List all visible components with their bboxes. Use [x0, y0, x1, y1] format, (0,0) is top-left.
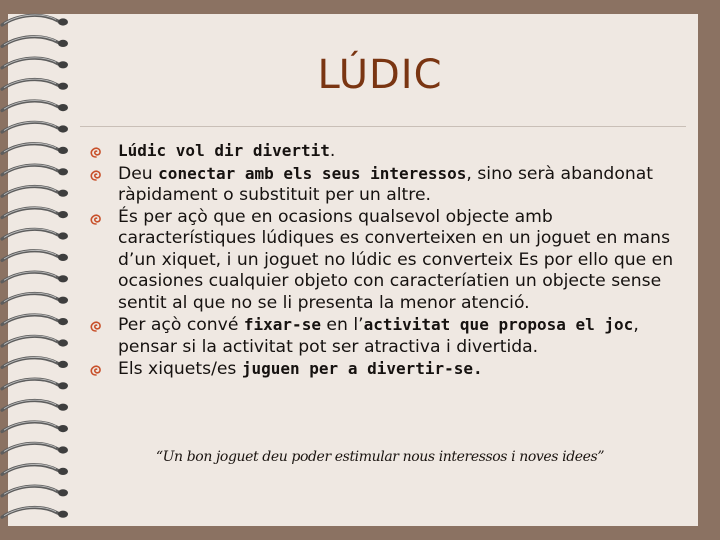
spiral-ring — [2, 229, 68, 240]
body-text: És per açò que en ocasions qualsevol objecte amb característiques lúdiques es converteixen en un joguet en mans d’un xiquet, i un joguet no lúdic es converteix Es por ello que en ocasiones cualquier objeto con caracteríatien un objecte sense sentit al que no se li presenta la menor atenció. — [118, 206, 674, 313]
spiral-ring — [2, 486, 68, 497]
spiral-ring — [2, 379, 68, 390]
body-text: , sino serà abandonat ràpidament o substituit per un altre. — [118, 163, 654, 205]
spiral-ring — [2, 422, 68, 433]
body-text: Els xiquets/es — [118, 359, 242, 379]
spiral-ring — [2, 293, 68, 304]
spiral-ring — [2, 122, 68, 133]
spiral-ring — [2, 186, 68, 197]
spiral-ring — [2, 400, 68, 411]
spiral-ring — [2, 315, 68, 326]
emphasis-text: fixar-se — [243, 315, 321, 334]
bullet-item — [88, 314, 686, 358]
spiral-ring — [2, 272, 68, 283]
quote-text: “Un bon joguet deu poder estimular nous interessos i noves idees” — [155, 449, 605, 465]
spiral-ring — [2, 507, 68, 518]
spiral-ring — [2, 357, 68, 368]
spiral-ring — [2, 15, 68, 26]
spiral-ring — [2, 143, 68, 154]
bullet-item — [88, 163, 686, 207]
bullet-item — [88, 140, 686, 163]
bullet-list — [88, 140, 686, 381]
spiral-ring — [2, 208, 68, 219]
spiral-ring — [2, 464, 68, 475]
spiral-ring — [2, 336, 68, 347]
spiral-ring — [2, 79, 68, 90]
emphasis-text: activitat que proposa el joc — [363, 315, 634, 334]
spiral-binding — [0, 0, 80, 540]
bullet-item — [88, 358, 686, 381]
spiral-ring — [2, 443, 68, 454]
spiral-ring — [2, 36, 68, 47]
emphasis-text: juguen per a divertir-se. — [241, 359, 483, 378]
emphasis-text: conectar amb els seus interessos — [158, 163, 467, 183]
body-text: , pensar si la activitat pot ser atractiva i divertida. — [118, 315, 639, 357]
body-text: . — [329, 141, 336, 161]
bullet-item — [88, 207, 686, 315]
slide-title: LÚDIC — [317, 52, 443, 98]
spiral-bullet-icon — [88, 211, 104, 227]
spiral-ring — [2, 58, 68, 69]
body-text: Per açò convé — [118, 315, 244, 335]
title-divider — [80, 126, 686, 127]
body-text: Deu — [118, 163, 159, 184]
emphasis-text: Lúdic vol dir divertit — [118, 141, 330, 160]
body-text: en l’ — [320, 315, 364, 335]
spiral-bullet-icon — [88, 167, 104, 183]
spiral-ring — [2, 101, 68, 112]
spiral-ring — [2, 250, 68, 261]
spiral-ring — [2, 165, 68, 176]
spiral-bullet-icon — [88, 318, 104, 334]
spiral-bullet-icon — [88, 144, 104, 160]
spiral-bullet-icon — [88, 362, 104, 378]
